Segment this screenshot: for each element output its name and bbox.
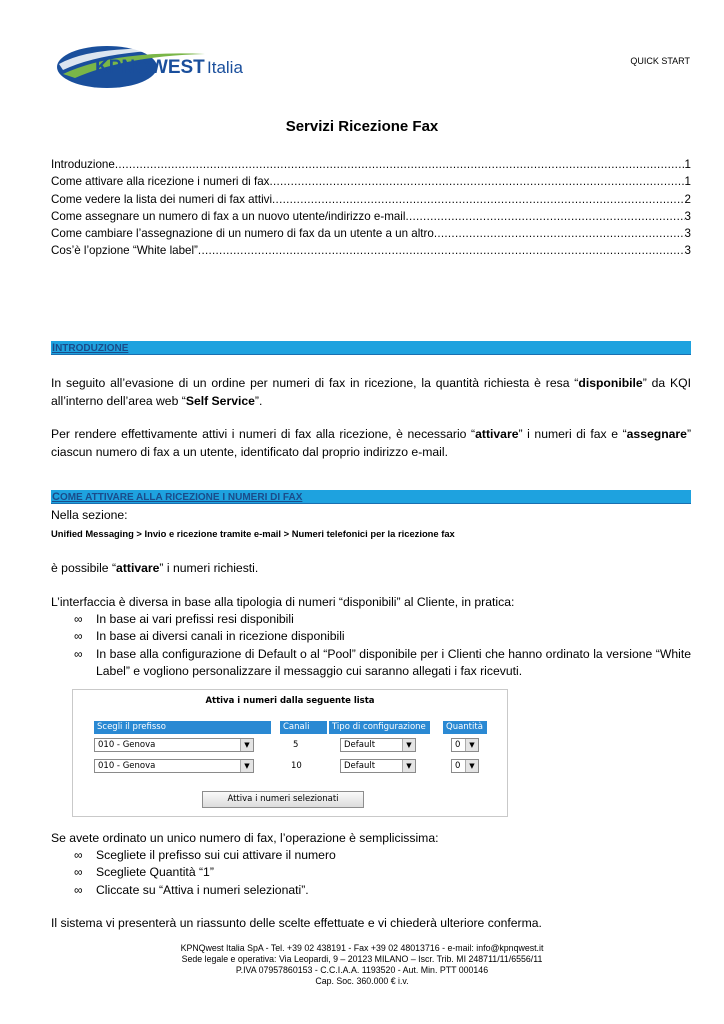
table-of-contents bbox=[51, 156, 691, 260]
bullet-icon: ∞ bbox=[74, 629, 83, 644]
company-logo bbox=[55, 40, 275, 94]
logo-text: KPNQWEST bbox=[95, 57, 205, 78]
channels-value: 5 bbox=[293, 740, 299, 750]
chevron-down-icon: ▼ bbox=[465, 739, 478, 751]
footer-line: Cap. Soc. 360.000 € i.v. bbox=[315, 976, 409, 986]
chevron-down-icon: ▼ bbox=[240, 739, 253, 751]
intro-paragraph-1: In seguito all’evasione di un ordine per numeri di fax in ricezione, la quantità richiesta è resa “disponibile” da KQI all’interno dell’area web “Self Service”. bbox=[51, 376, 691, 408]
toc-entry[interactable]: Come assegnare un numero di fax a un nuovo utente/indirizzo e-mail ..... 3 bbox=[51, 208, 691, 225]
footer-line: Sede legale e operativa: Via Leopardi, 9 – 20123 MILANO – Iscr. Trib. MI 248711/11/6556/11 bbox=[181, 954, 543, 964]
list-item: ∞ In base ai vari prefissi resi disponibili bbox=[51, 611, 691, 628]
toc-entry[interactable]: Come vedere la lista dei numeri di fax attivi ..... 2 bbox=[51, 191, 691, 208]
form-title: Attiva i numeri dalla seguente lista bbox=[205, 696, 375, 706]
single-number-paragraph: Se avete ordinato un unico numero di fax, l’operazione è semplicissima: bbox=[51, 831, 439, 845]
chevron-down-icon: ▼ bbox=[402, 760, 415, 772]
list-item: ∞ In base alla configurazione di Default o al “Pool” disponibile per i Clienti che hanno ordinato la versione “White Label” e vogliono personalizzare il messaggio cui saranno allegati i fax ricevuti. bbox=[74, 646, 691, 679]
header-qty: Quantità bbox=[443, 721, 487, 734]
page-footer bbox=[0, 943, 724, 987]
intro-paragraph-2: Per rendere effettivamente attivi i numeri di fax alla ricezione, è necessario “attivare” i numeri di fax e “assegnare” ciascun numero di fax a un utente, identificato dal proprio indirizzo e-mail. bbox=[51, 427, 692, 459]
section-heading-introduzione[interactable]: INTRODUZIONE bbox=[51, 341, 691, 355]
section-heading-attivare[interactable]: COME ATTIVARE ALLA RICEZIONE I NUMERI DI FAX bbox=[51, 490, 691, 504]
interface-bullet-list bbox=[51, 611, 691, 681]
doc-type-label: QUICK START bbox=[630, 56, 690, 66]
footer-line: P.IVA 07957860153 - C.C.I.A.A. 1193520 - Aut. Min. PTT 000146 bbox=[235, 965, 489, 975]
list-item: ∞ Cliccate su “Attiva i numeri selezionati”. bbox=[51, 882, 691, 899]
list-item: ∞ In base ai diversi canali in ricezione disponibili bbox=[51, 628, 691, 645]
menu-path: Unified Messaging > Invio e ricezione tramite e-mail > Numeri telefonici per la ricezione fax bbox=[51, 528, 455, 539]
toc-entry[interactable]: Introduzione ..... 1 bbox=[51, 156, 691, 173]
chevron-down-icon: ▼ bbox=[465, 760, 478, 772]
prefix-select[interactable]: 010 - Genova ▼ bbox=[94, 738, 254, 752]
svg-text:Italia: Italia bbox=[207, 58, 243, 77]
prefix-select[interactable]: 010 - Genova ▼ bbox=[94, 759, 254, 773]
interface-paragraph: L’interfaccia è diversa in base alla tipologia di numeri “disponibili” al Cliente, in pratica: bbox=[51, 595, 515, 609]
bullet-icon: ∞ bbox=[74, 612, 83, 626]
possible-paragraph: è possibile “attivare” i numeri richiesti. bbox=[51, 561, 259, 575]
config-select[interactable]: Default ▼ bbox=[340, 759, 416, 773]
steps-bullet-list bbox=[51, 847, 691, 899]
channels-value: 10 bbox=[291, 761, 302, 771]
activation-form-screenshot bbox=[72, 689, 508, 817]
qty-select[interactable]: 0 ▼ bbox=[451, 738, 479, 752]
bullet-icon: ∞ bbox=[74, 865, 83, 880]
list-item: ∞ Scegliete Quantità “1” bbox=[51, 864, 691, 881]
bullet-icon: ∞ bbox=[74, 882, 83, 897]
toc-entry[interactable]: Come attivare alla ricezione i numeri di fax ..... 1 bbox=[51, 173, 691, 190]
activate-numbers-button[interactable]: Attiva i numeri selezionati bbox=[202, 791, 364, 808]
header-channels: Canali bbox=[280, 721, 327, 734]
bullet-icon: ∞ bbox=[74, 848, 83, 862]
page-title: Servizi Ricezione Fax bbox=[285, 118, 439, 135]
list-item: ∞ Scegliete il prefisso sui cui attivare il numero bbox=[51, 847, 691, 864]
chevron-down-icon: ▼ bbox=[402, 739, 415, 751]
summary-paragraph: Il sistema vi presenterà un riassunto delle scelte effettuate e vi chiederà ulteriore conferma. bbox=[51, 916, 542, 930]
bullet-icon: ∞ bbox=[74, 646, 83, 661]
footer-line: KPNQwest Italia SpA - Tel. +39 02 438191 - Fax +39 02 48013716 - e-mail: info@kpnqwest.it bbox=[180, 943, 544, 953]
config-select[interactable]: Default ▼ bbox=[340, 738, 416, 752]
header-config: Tipo di configurazione bbox=[329, 721, 430, 734]
section-intro: Nella sezione: bbox=[51, 508, 128, 522]
header-prefix: Scegli il prefisso bbox=[94, 721, 271, 734]
qty-select[interactable]: 0 ▼ bbox=[451, 759, 479, 773]
toc-entry[interactable]: Cos’è l’opzione “White label” ..... 3 bbox=[51, 242, 691, 259]
toc-entry[interactable]: Come cambiare l’assegnazione di un numero di fax da un utente a un altro ..... 3 bbox=[51, 225, 691, 242]
chevron-down-icon: ▼ bbox=[240, 760, 253, 772]
